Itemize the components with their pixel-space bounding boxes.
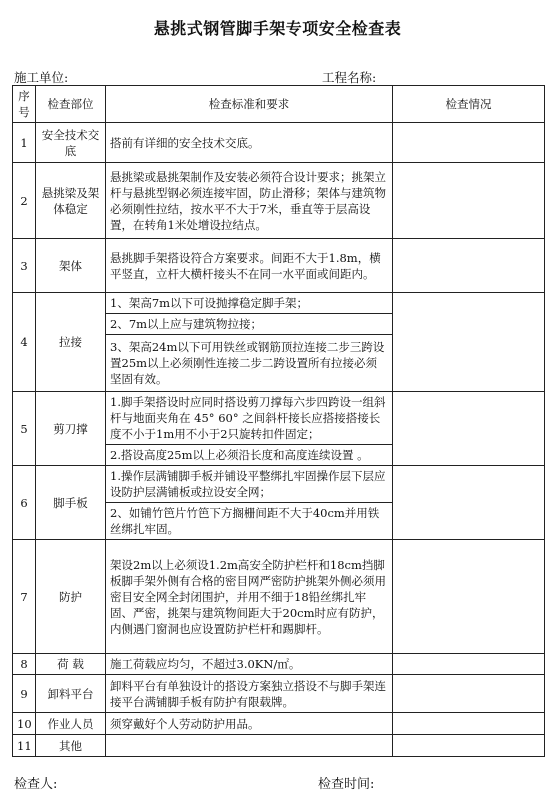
row-number: 11 <box>13 735 36 757</box>
check-standard: 施工荷载应均匀，不超过3.0KN/㎡。 <box>106 654 393 675</box>
row-number: 1 <box>13 123 36 163</box>
check-standard: 架设2m以上必须设1.2m高安全防护栏杆和18cm挡脚板脚手架外侧有合格的密目网严密防护挑架外侧必须用密目安全网全封闭围护，并用不细于18铅丝绑扎牢固、严密，挑架与建筑物间距大于20cm时应有防护，内侧遇门窗洞也应设置防护栏杆和踢脚杆。 <box>106 540 393 654</box>
check-result-cell[interactable] <box>393 675 545 713</box>
check-result-cell[interactable] <box>393 239 545 293</box>
row-number: 7 <box>13 540 36 654</box>
check-standard: 2.搭设高度25m以上必须沿长度和高度连续设置 。 <box>106 445 393 466</box>
check-part: 剪刀撑 <box>36 392 106 466</box>
check-result-cell[interactable] <box>393 654 545 675</box>
check-result-cell[interactable] <box>393 123 545 163</box>
check-standard <box>106 735 393 757</box>
check-part: 架体 <box>36 239 106 293</box>
check-standard: 2、7m以上应与建筑物拉接； <box>106 314 393 335</box>
table-row <box>13 293 545 314</box>
check-part: 作业人员 <box>36 713 106 735</box>
check-standard: 2、如铺竹笆片竹笆下方搁栅间距不大于40cm并用铁丝绑扎牢固。 <box>106 503 393 540</box>
check-standard: 1.操作层满铺脚手板并铺设平整绑扎牢固操作层下层应设防护层满铺板或拉设安全网； <box>106 466 393 503</box>
check-result-cell[interactable] <box>393 293 545 392</box>
project-name-label: 工程名称: <box>322 70 377 85</box>
header-standard: 检查标准和要求 <box>106 86 393 123</box>
check-standard: 1.脚手架搭设时应同时搭设剪刀撑每六步四跨设一组斜杆与地面夹角在 45° 60° 之间斜杆接长应搭接搭接长度不小于1m用不小于2只旋转扣件固定； <box>106 392 393 445</box>
page-title: 悬挑式钢管脚手架专项安全检查表 <box>153 19 402 38</box>
check-part: 其他 <box>36 735 106 757</box>
row-number: 3 <box>13 239 36 293</box>
table-row <box>13 675 545 713</box>
check-standard: 悬挑脚手架搭设符合方案要求。间距不大于1.8m，横平竖直，立杆大横杆接头不在同一水平面或间距内。 <box>106 239 393 293</box>
table-row <box>13 713 545 735</box>
header-result: 检查情况 <box>393 86 545 123</box>
row-number: 6 <box>13 466 36 540</box>
check-part: 悬挑梁及架体稳定 <box>36 163 106 239</box>
table-row <box>13 466 545 503</box>
table-row <box>13 163 545 239</box>
inspection-table <box>12 85 545 757</box>
check-part: 卸料平台 <box>36 675 106 713</box>
construction-unit-label: 施工单位: <box>14 70 69 85</box>
check-standard: 须穿戴好个人劳动防护用品。 <box>106 713 393 735</box>
inspection-time-label: 检查时间: <box>318 777 375 792</box>
header-row <box>13 86 545 123</box>
check-standard: 悬挑梁或悬挑架制作及安装必须符合设计要求；挑架立杆与悬挑型钢必须连接牢固，防止滑移；架体与建筑物必须刚性拉结，按水平不大于7米，垂直等于层高设置，在转角1米处增设拉结点。 <box>106 163 393 239</box>
row-number: 4 <box>13 293 36 392</box>
header-no: 序号 <box>13 86 36 123</box>
row-number: 2 <box>13 163 36 239</box>
check-part: 荷 载 <box>36 654 106 675</box>
check-result-cell[interactable] <box>393 540 545 654</box>
row-number: 5 <box>13 392 36 466</box>
check-standard: 1、架高7m以下可设抛撑稳定脚手架； <box>106 293 393 314</box>
table-row <box>13 392 545 445</box>
check-result-cell[interactable] <box>393 163 545 239</box>
table-row <box>13 654 545 675</box>
check-result-cell[interactable] <box>393 392 545 466</box>
check-part: 拉接 <box>36 293 106 392</box>
check-part: 安全技术交底 <box>36 123 106 163</box>
row-number: 8 <box>13 654 36 675</box>
check-standard: 卸料平台有单独设计的搭设方案独立搭设不与脚手架连接平台满铺脚手板有防护有限载牌。 <box>106 675 393 713</box>
table-row <box>13 735 545 757</box>
check-result-cell[interactable] <box>393 466 545 540</box>
inspector-label: 检查人: <box>14 777 58 792</box>
check-result-cell[interactable] <box>393 713 545 735</box>
table-row <box>13 540 545 654</box>
check-part: 脚手板 <box>36 466 106 540</box>
row-number: 10 <box>13 713 36 735</box>
table-row <box>13 123 545 163</box>
check-result-cell[interactable] <box>393 735 545 757</box>
check-standard: 搭前有详细的安全技术交底。 <box>106 123 393 163</box>
check-part: 防护 <box>36 540 106 654</box>
header-part: 检查部位 <box>36 86 106 123</box>
table-row <box>13 239 545 293</box>
check-standard: 3、架高24m以下可用铁丝或钢筋顶拉连接二步三跨设置25m以上必须刚性连接二步二跨设置所有拉接必须坚固有效。 <box>106 335 393 392</box>
row-number: 9 <box>13 675 36 713</box>
